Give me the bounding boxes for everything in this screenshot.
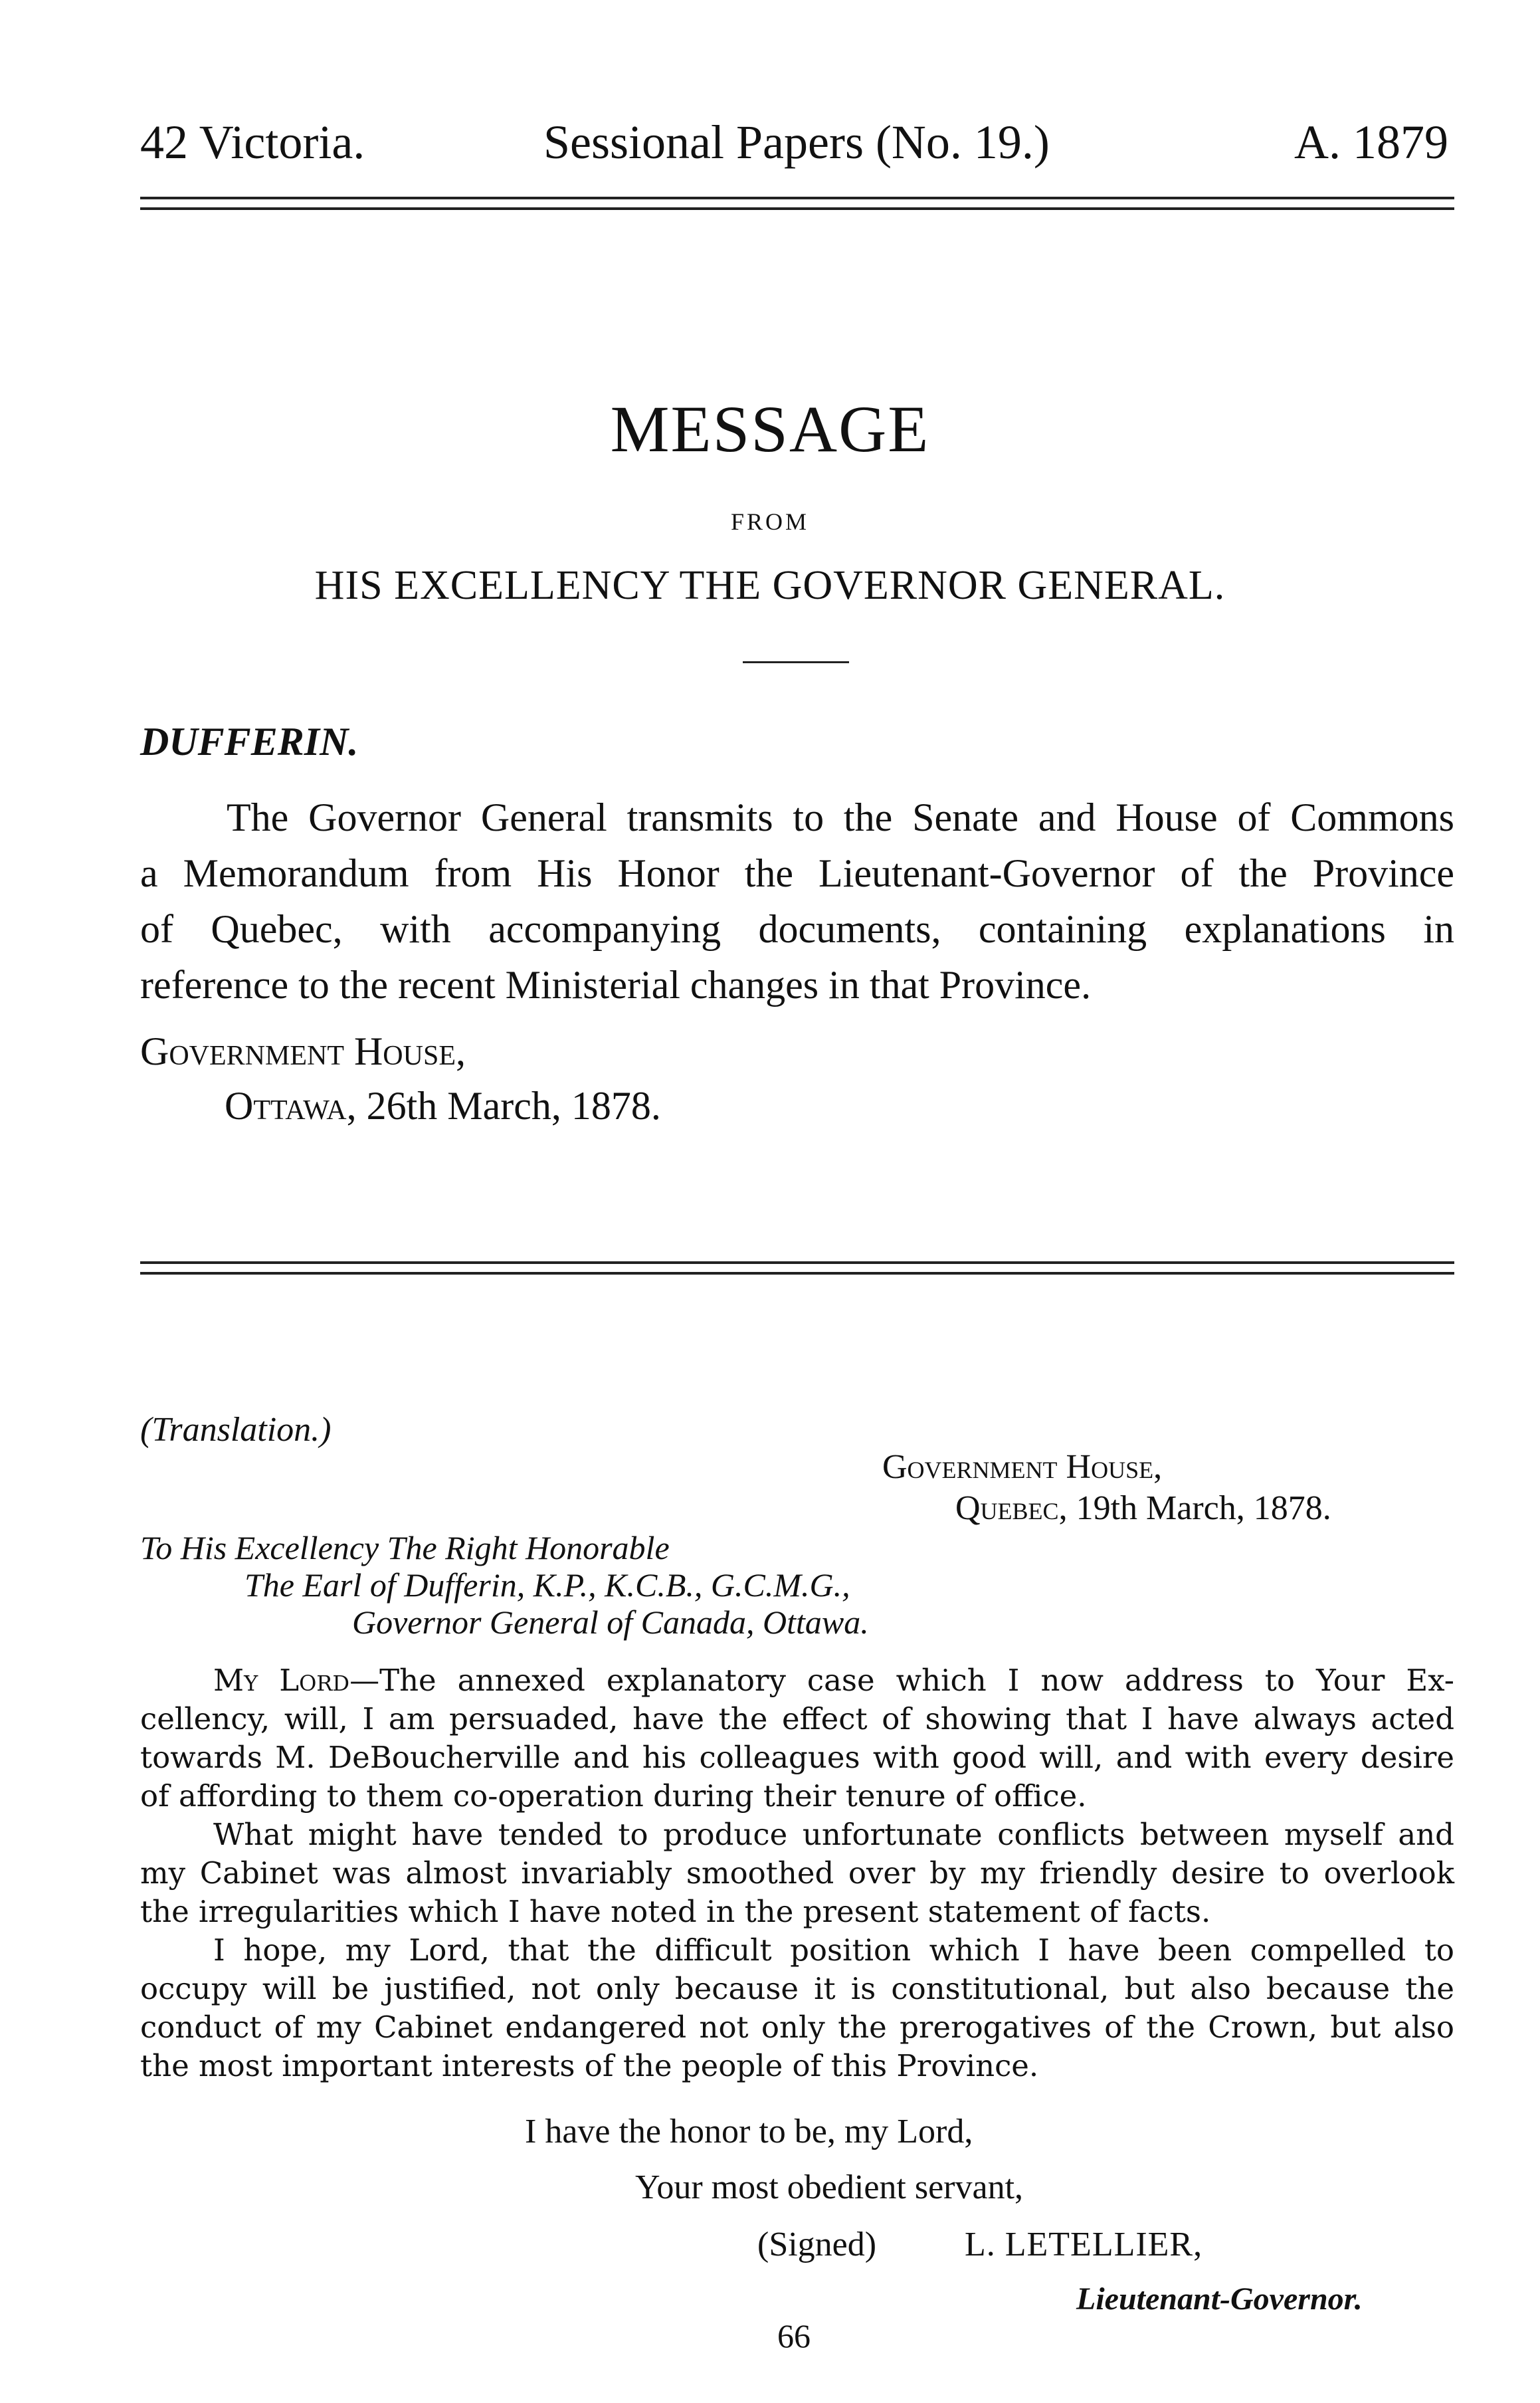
title-subtitle: HIS EXCELLENCY THE GOVERNOR GENERAL. <box>314 563 1226 608</box>
letter-place: Government House, <box>882 1448 1163 1486</box>
letter-line: cellency, will, I am persuaded, have the effect of showing that I have always acted <box>140 1701 1454 1736</box>
addressee-line: Governor General of Canada, Ottawa. <box>352 1604 869 1641</box>
signer-title: Lieutenant-Governor. <box>1076 2281 1363 2317</box>
letter-line: of affording to them co-operation during their tenure of office. <box>140 1778 1087 1814</box>
letter-line: What might have tended to produce unfortunate conflicts between myself and <box>213 1817 1454 1852</box>
addressee-line: To His Excellency The Right Honorable <box>140 1529 670 1566</box>
letter-line: conduct of my Cabinet endangered not only the prerogatives of the Crown, but also <box>140 2010 1454 2045</box>
letter-line: my Cabinet was almost invariably smoothed over by my friendly desire to overlook <box>140 1855 1454 1891</box>
header-sessional-papers: Sessional Papers (No. 19.) <box>543 116 1050 169</box>
letter-line: My Lord—The annexed explanatory case which I now address to Your Ex- <box>213 1663 1454 1698</box>
signed-label: (Signed) <box>757 2226 877 2263</box>
letter-line: occupy will be justified, not only because it is constitutional, but also because the <box>140 1971 1454 2006</box>
header-rule <box>140 197 1454 210</box>
salutation: My Lord <box>213 1663 350 1698</box>
letter-line: the irregularities which I have noted in the present statement of facts. <box>140 1894 1211 1929</box>
section-divider <box>140 1261 1454 1275</box>
closing-line-1: I have the honor to be, my Lord, <box>525 2113 973 2150</box>
memo-date <box>225 1083 661 1129</box>
page-number: 66 <box>777 2317 811 2354</box>
memo-line: The Governor General transmits to the Senate and House of Commons <box>227 795 1454 839</box>
letter-line: I hope, my Lord, that the difficult position which I have been compelled to <box>213 1933 1454 1968</box>
letter-date <box>955 1489 1331 1528</box>
title-short-rule <box>743 661 849 663</box>
memo-place: Government House, <box>140 1029 466 1073</box>
addressee-line: The Earl of Dufferin, K.P., K.C.B., G.C.M.G., <box>244 1566 850 1604</box>
letter-line: towards M. DeBoucherville and his colleagues with good will, and with every desire <box>140 1740 1454 1775</box>
letter-date-text: , 19th March, 1878. <box>1058 1489 1331 1527</box>
page-title: MESSAGE <box>610 392 930 466</box>
memo-city: Ottawa <box>225 1084 347 1128</box>
signatory-dufferin: DUFFERIN. <box>140 720 359 764</box>
translation-label: (Translation.) <box>140 1411 332 1449</box>
letter-city: Quebec <box>955 1489 1059 1527</box>
letter-paragraph-2 <box>140 1816 1454 1931</box>
header-volume: 42 Victoria. <box>140 116 365 169</box>
memo-paragraph <box>140 789 1454 1013</box>
memo-date-text: , 26th March, 1878. <box>346 1084 661 1128</box>
title-from: FROM <box>730 508 810 535</box>
memo-line: of Quebec, with accompanying documents, containing explanations in <box>140 907 1454 951</box>
header-year: A. 1879 <box>1294 116 1448 169</box>
memo-line: reference to the recent Ministerial changes in that Province. <box>140 963 1092 1007</box>
closing-line-2: Your most obedient servant, <box>635 2168 1024 2206</box>
letter-paragraph-3 <box>140 1931 1454 2085</box>
signer-name: L. LETELLIER, <box>965 2226 1203 2263</box>
memo-line: a Memorandum from His Honor the Lieutenant-Governor of the Province <box>140 851 1454 895</box>
letter-line: the most important interests of the people of this Province. <box>140 2048 1039 2083</box>
letter-paragraph-1 <box>140 1661 1454 1816</box>
